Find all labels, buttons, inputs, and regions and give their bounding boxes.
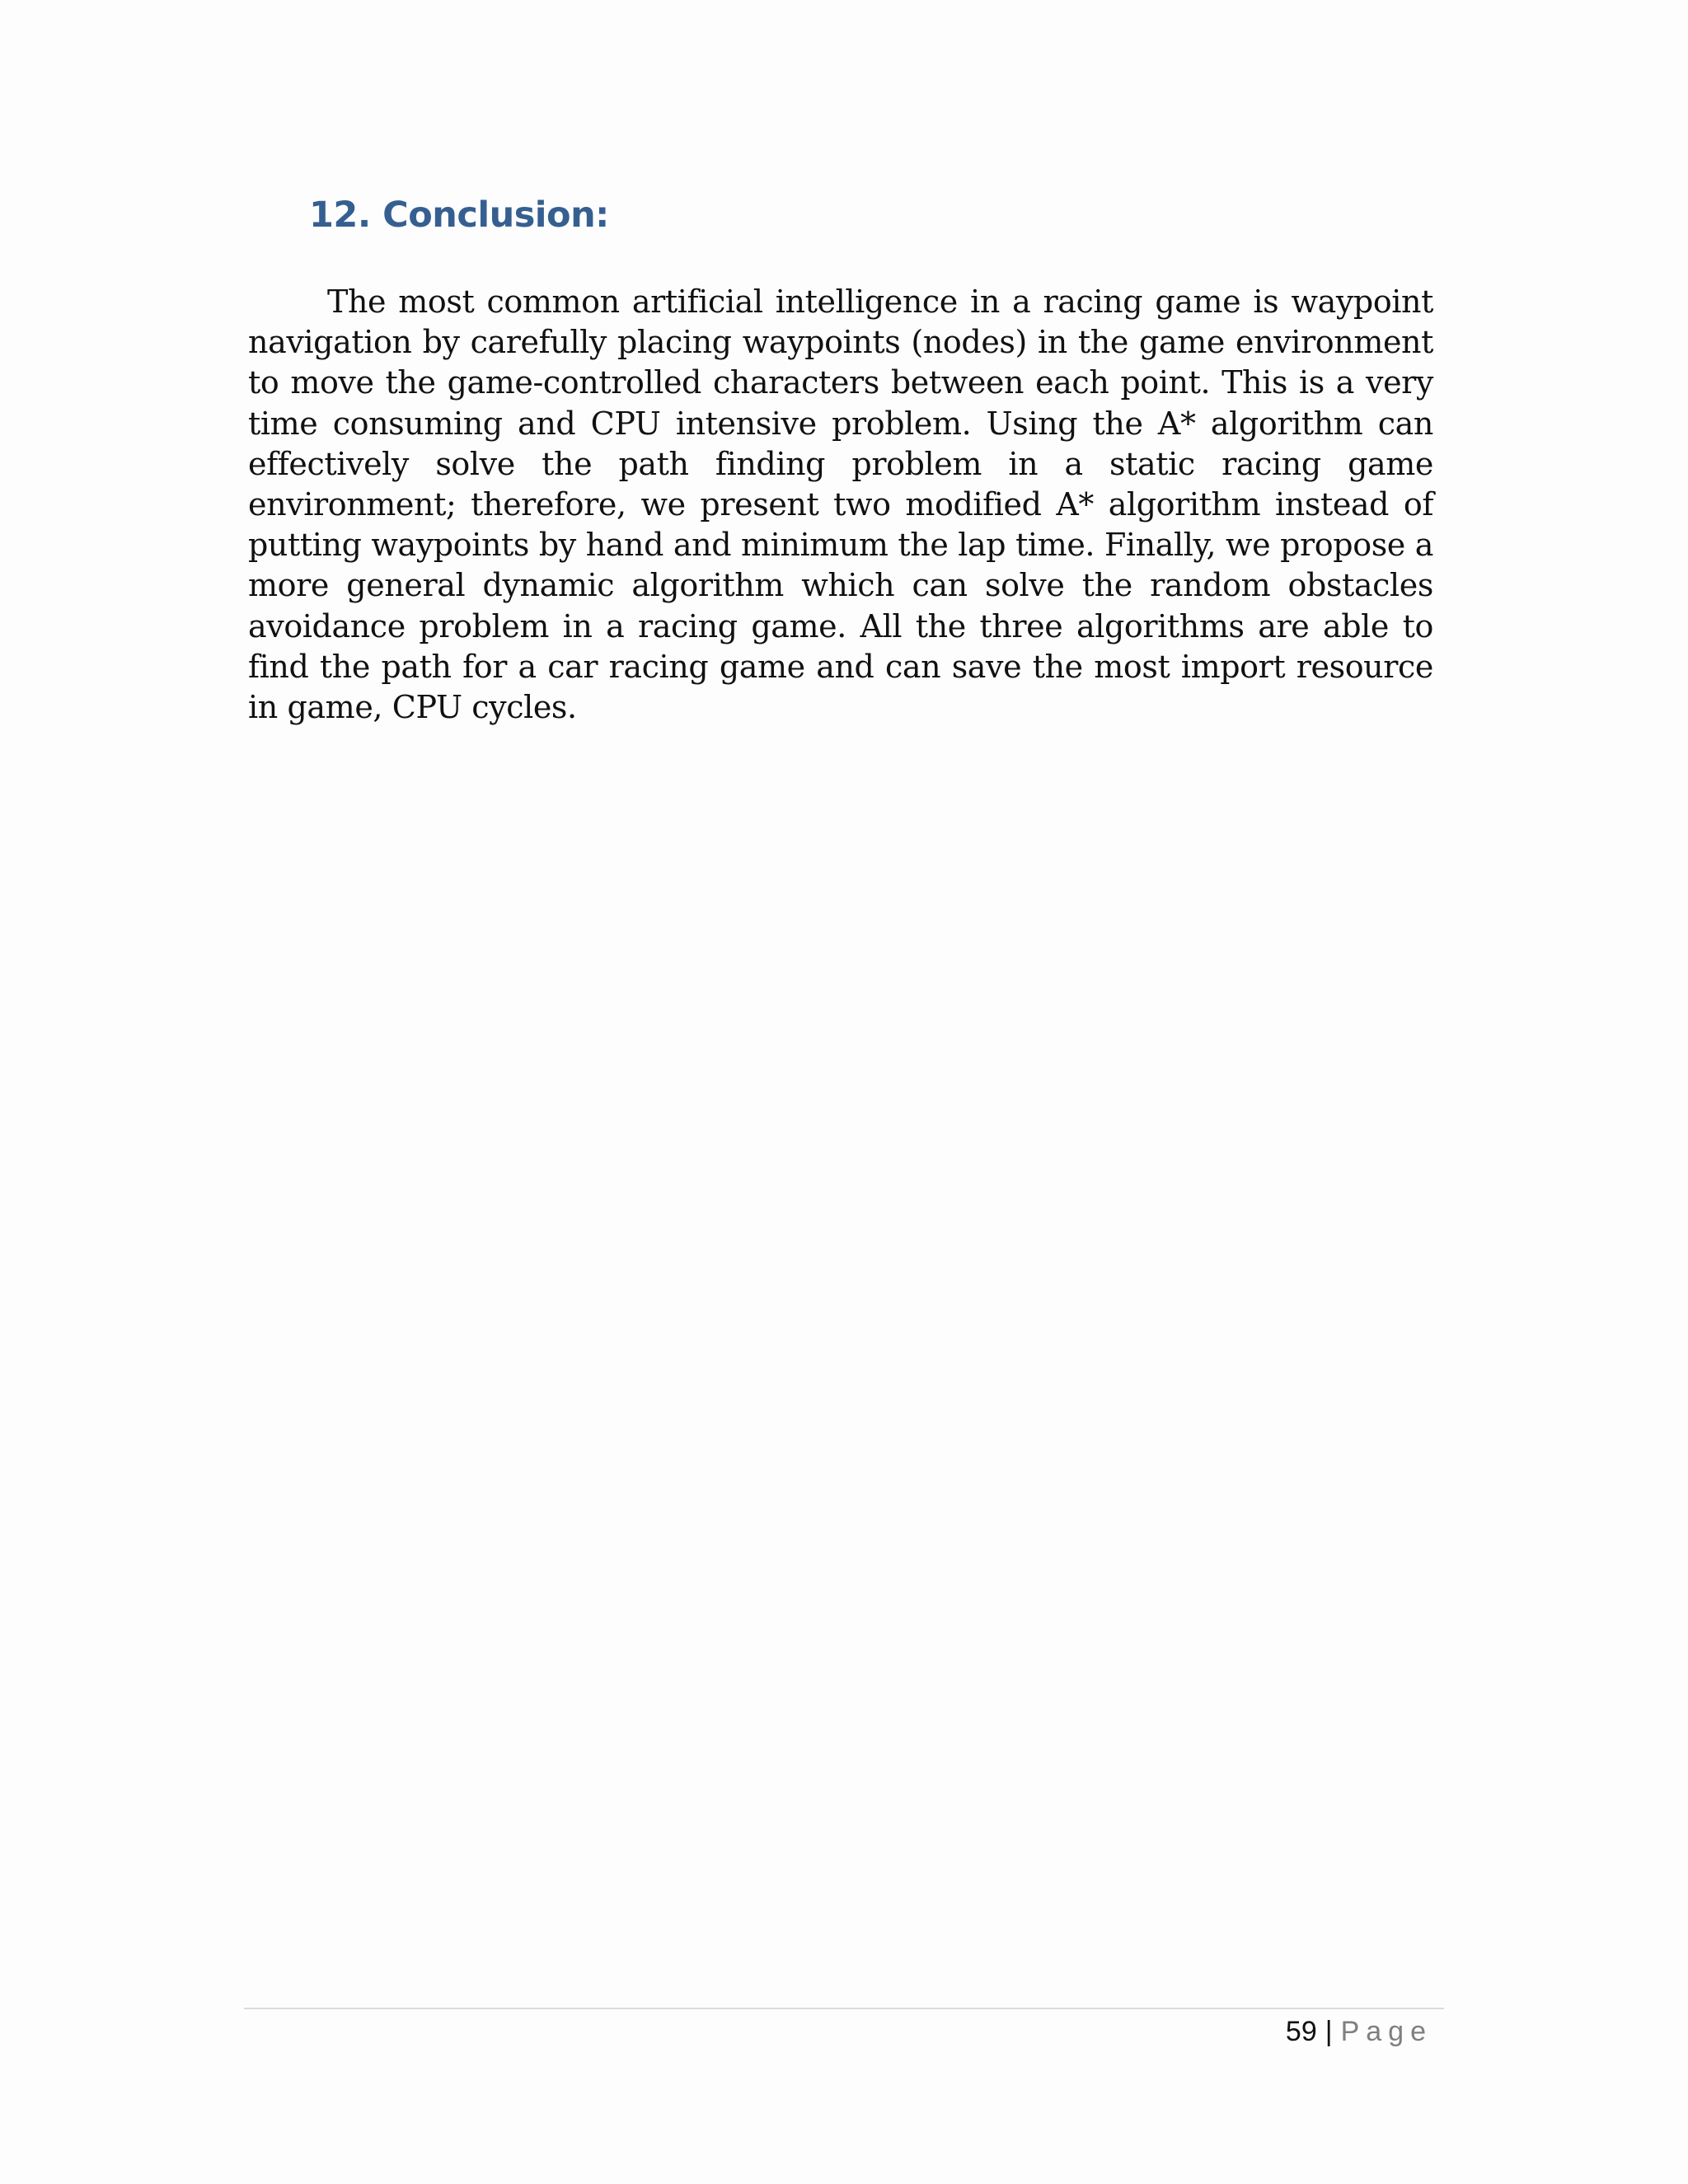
- footer-divider: [244, 2008, 1444, 2009]
- page-footer: [1286, 2011, 1432, 2052]
- page-label: Page: [1340, 2016, 1432, 2047]
- footer-separator: |: [1325, 2016, 1333, 2047]
- section-heading: 12. Conclusion:: [309, 194, 609, 236]
- conclusion-paragraph: The most common artificial intelligence in a racing game is waypoint navigation by carefully placing waypoints (nodes) in the game environment to move the game-controlled characters between each point. This is a very time consuming and CPU intensive problem. Using the A* algorithm can effectively solve the path finding problem in a static racing game environment; therefore, we present two modified A* algorithm instead of putting waypoints by hand and minimum the lap time. Finally, we propose a more general dynamic algorithm which can solve the random obstacles avoidance problem in a racing game. All the three algorithms are able to find the path for a car racing game and can save the most import resource in game, CPU cycles.: [248, 284, 1433, 726]
- page-number: 59: [1285, 2016, 1317, 2047]
